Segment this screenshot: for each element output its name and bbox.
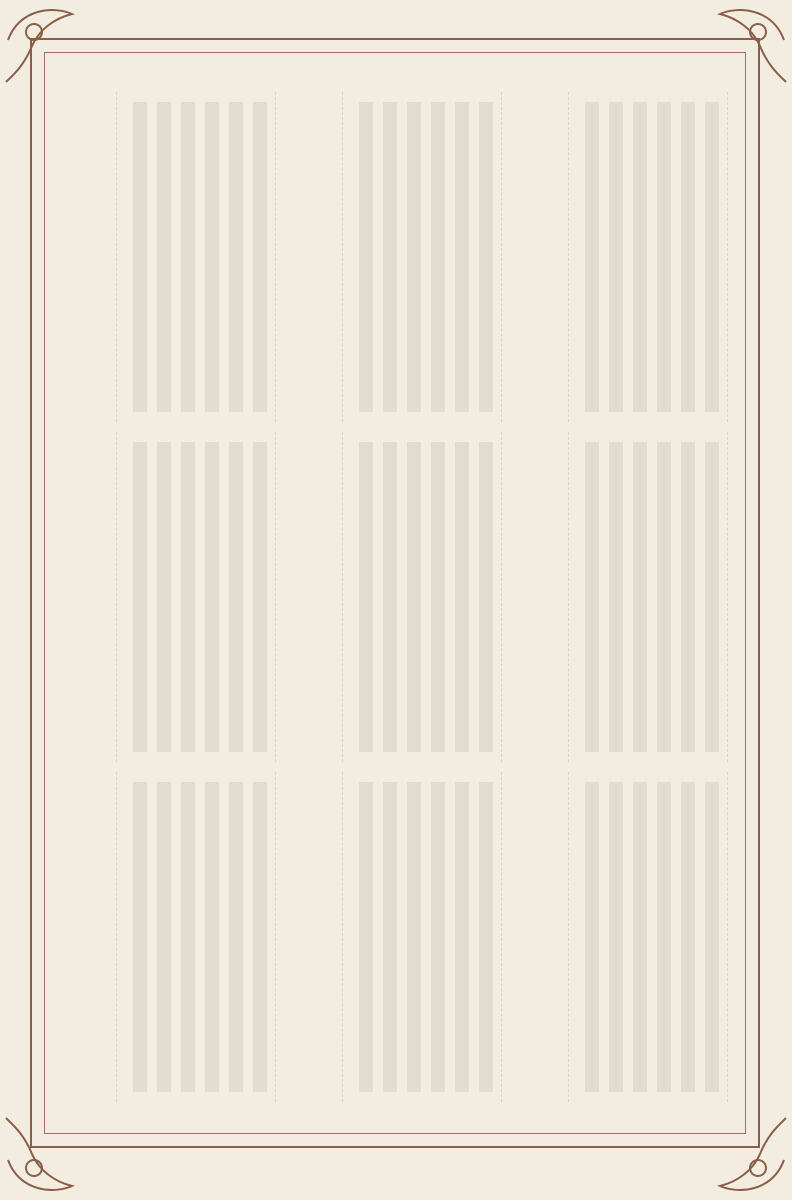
text-column [568,92,728,422]
text-column [116,772,276,1102]
text-band-top [62,92,728,422]
text-band-bottom [62,772,728,1102]
text-column [568,432,728,762]
text-column [342,92,502,422]
text-column [116,432,276,762]
corner-flourish-icon [706,1114,792,1200]
corner-flourish-icon [706,0,792,86]
text-column [568,772,728,1102]
text-column [116,92,276,422]
text-band-middle [62,432,728,762]
text-column [342,772,502,1102]
text-column [342,432,502,762]
corner-flourish-icon [0,1114,86,1200]
corner-flourish-icon [0,0,86,86]
